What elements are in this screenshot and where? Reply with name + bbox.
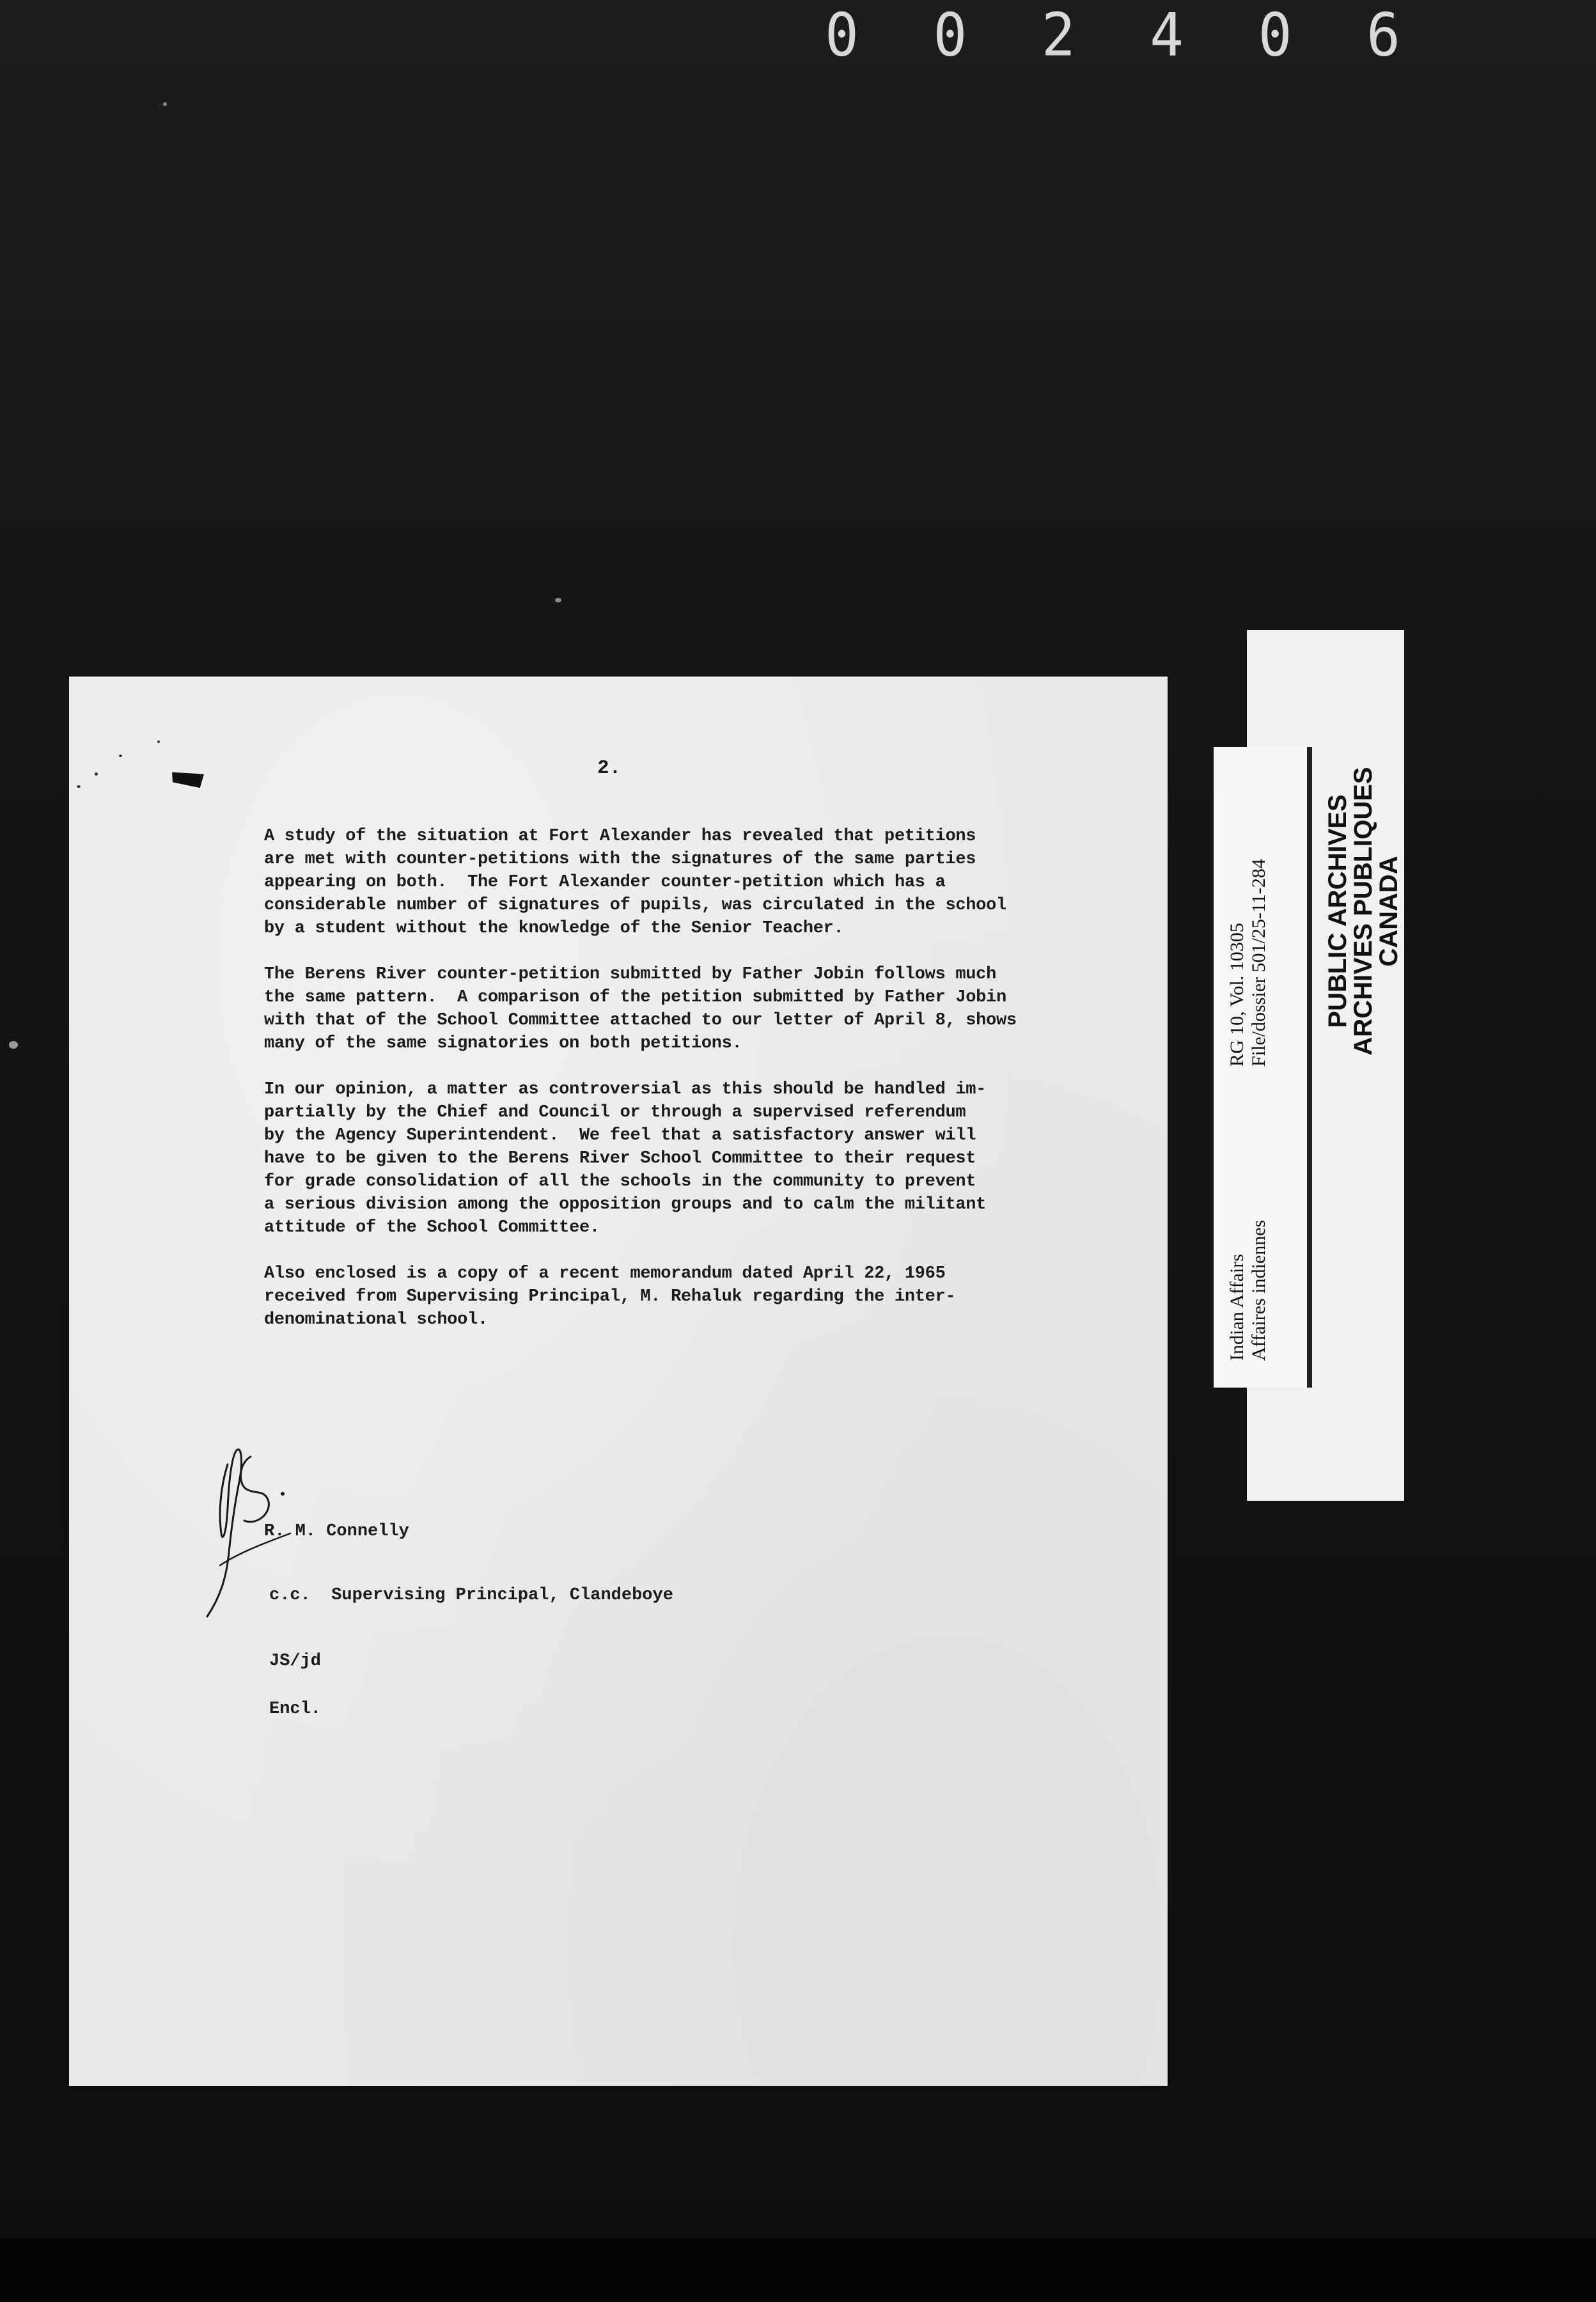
paragraph: Also enclosed is a copy of a recent memorandum dated April 22, 1965 received from Supervising Principal, M. Rehaluk regarding the inter- denominational school. xyxy=(264,1264,956,1329)
signatory-name: R. M. Connelly xyxy=(264,1522,409,1541)
film-artifact-mark xyxy=(171,771,204,788)
dust-speck xyxy=(77,785,81,788)
enclosure-note: Encl. xyxy=(269,1700,322,1719)
paragraph: A study of the situation at Fort Alexander has revealed that petitions are met with counter-petitions with the signatures of the same parties appearing on both. The Fort Alexander counter-petition which has a considerable number of signatures of pupils, was circulated in the school by a student without the knowledge of the Senior Teacher. xyxy=(264,827,1006,938)
frame-digit: 4 xyxy=(1150,0,1184,70)
file-reference-line: File/dossier 501/25-11-284 xyxy=(1248,859,1269,1067)
carbon-copy-line: c.c. Supervising Principal, Clandeboye xyxy=(269,1586,673,1605)
paragraph: In our opinion, a matter as controversial as this should be handled im- partially by the Chief and Council or through a supervised referendum by the Agency Superintendent. We feel that a satisfactory answer will have to be given to the Berens River School Committee to their request for grade consolidation of all the schools in the community to prevent a serious division among the opposition groups and to calm the militant attitude of the School Committee. xyxy=(264,1080,987,1237)
archives-title-line: CANADA xyxy=(1375,856,1403,967)
department-label xyxy=(1226,1220,1270,1361)
file-reference xyxy=(1226,859,1270,1067)
dust-speck xyxy=(119,755,122,757)
page-number: 2. xyxy=(597,757,622,779)
frame-number xyxy=(825,0,1400,70)
dust-speck xyxy=(157,740,160,743)
film-bottom-band xyxy=(0,2238,1596,2302)
department-line: Affaires indiennes xyxy=(1248,1219,1269,1361)
dust-speck xyxy=(95,772,98,776)
archives-title-line: PUBLIC ARCHIVES xyxy=(1324,794,1352,1028)
file-reference-line: RG 10, Vol. 10305 xyxy=(1226,923,1248,1067)
archives-title-line: ARCHIVES PUBLIQUES xyxy=(1349,767,1377,1056)
archive-reference-slip xyxy=(1214,747,1312,1388)
frame-digit: 2 xyxy=(1041,0,1076,70)
dust-speck xyxy=(163,102,167,106)
typist-initials: JS/jd xyxy=(269,1652,322,1671)
archives-title xyxy=(1325,636,1402,1186)
frame-digit: 0 xyxy=(933,0,967,70)
frame-digit: 6 xyxy=(1366,0,1400,70)
frame-digit: 0 xyxy=(825,0,859,70)
dust-speck xyxy=(9,1041,18,1049)
letter-body xyxy=(264,825,1146,1354)
department-line: Indian Affairs xyxy=(1226,1254,1248,1361)
document-page xyxy=(69,677,1168,2086)
frame-digit: 0 xyxy=(1258,0,1292,70)
dust-speck xyxy=(555,598,561,602)
paragraph: The Berens River counter-petition submitted by Father Jobin follows much the same pattern. A comparison of the petition submitted by Father Jobin with that of the School Committee attached to our letter of April 8, shows many of the same signatories on both petitions. xyxy=(264,965,1017,1053)
